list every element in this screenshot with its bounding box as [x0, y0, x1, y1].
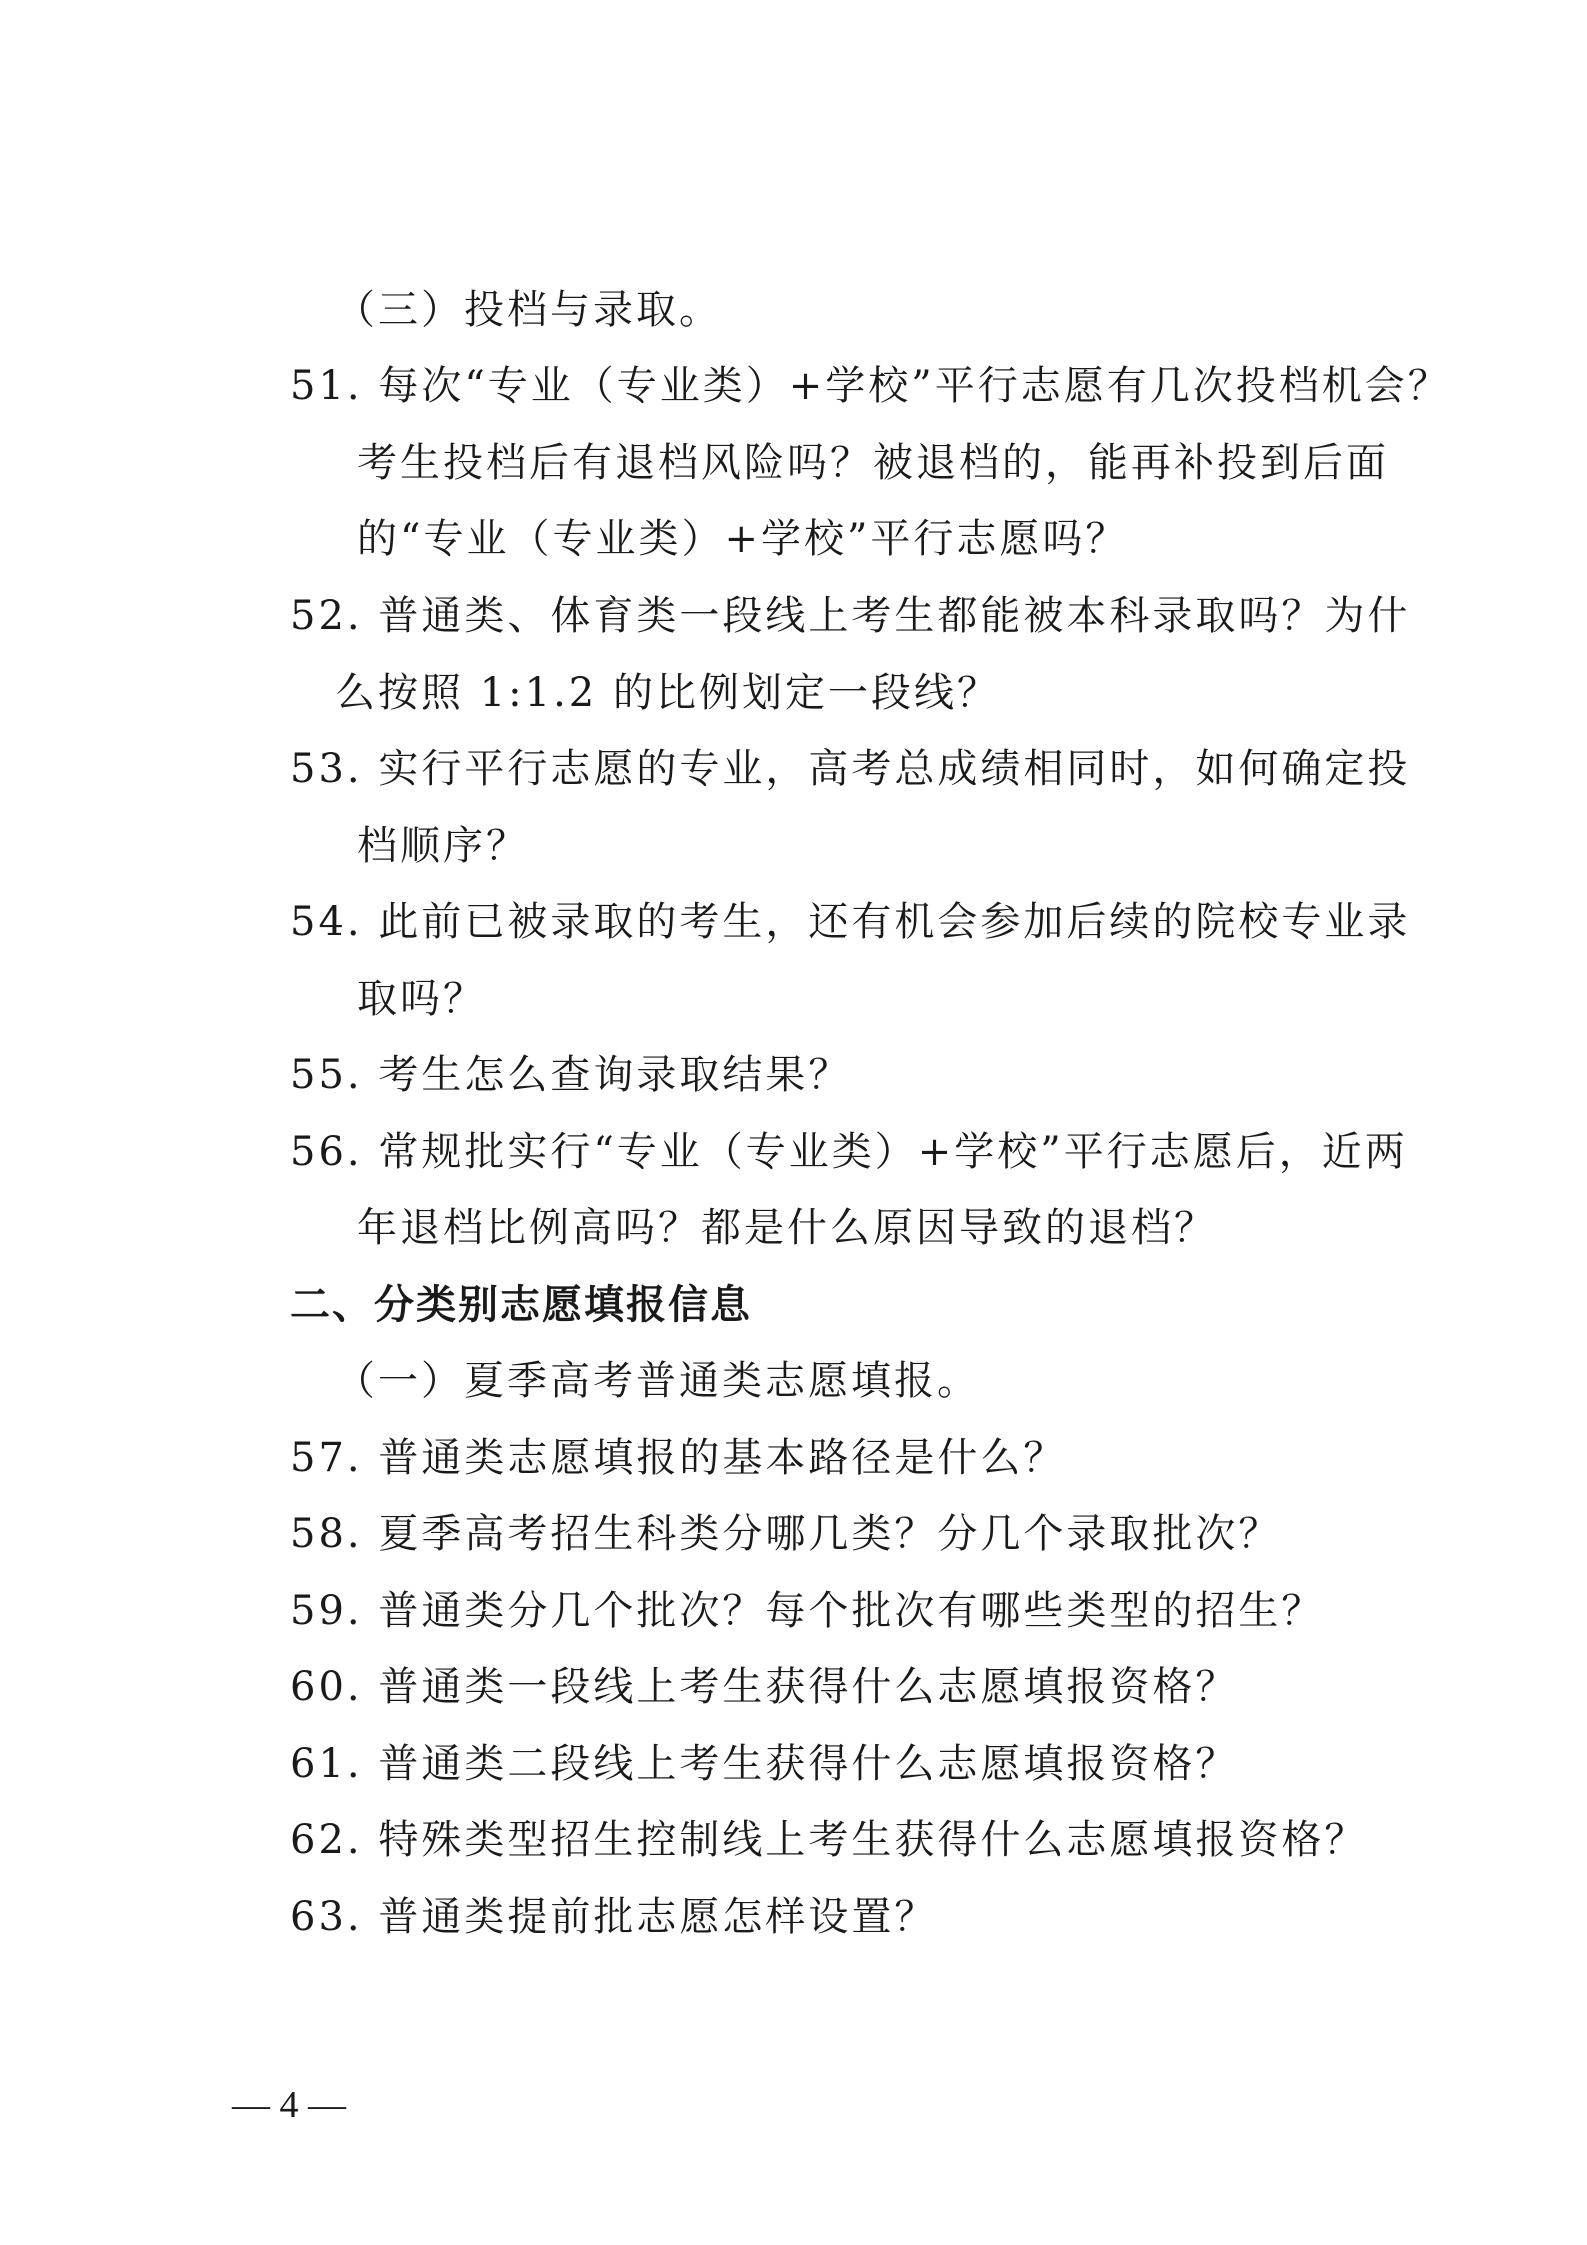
question-60: 60. 普通类一段线上考生获得什么志愿填报资格？ [290, 1664, 1239, 1710]
question-58: 58. 夏季高考招生科类分哪几类？分几个录取批次？ [290, 1511, 1282, 1557]
part-2-heading: 二、分类别志愿填报信息 [290, 1282, 752, 1328]
question-54-line-2: 取吗？ [357, 976, 486, 1022]
question-55-line-1: 55. 考生怎么查询录取结果？ [290, 1052, 852, 1098]
question-51-line-2: 考生投档后有退档风险吗？被退档的，能再补投到后面 [357, 440, 1389, 486]
question-63: 63. 普通类提前批志愿怎样设置？ [290, 1894, 938, 1940]
question-61: 61. 普通类二段线上考生获得什么志愿填报资格？ [290, 1741, 1239, 1787]
question-51-line-3: 的“专业（专业类）+学校”平行志愿吗？ [357, 516, 1129, 562]
question-59: 59. 普通类分几个批次？每个批次有哪些类型的招生？ [290, 1588, 1325, 1634]
subsection-title-3: （三）投档与录取。 [335, 287, 722, 333]
question-53-line-1: 53. 实行平行志愿的专业，高考总成绩相同时，如何确定投 [290, 746, 1411, 792]
question-56-line-2: 年退档比例高吗？都是什么原因导致的退档？ [357, 1205, 1217, 1251]
question-57: 57. 普通类志愿填报的基本路径是什么？ [290, 1435, 1067, 1481]
question-51-line-1: 51. 每次“专业（专业类）+学校”平行志愿有几次投档机会？ [290, 363, 1451, 409]
question-53-line-2: 档顺序？ [357, 823, 529, 869]
question-54-line-1: 54. 此前已被录取的考生，还有机会参加后续的院校专业录 [290, 899, 1411, 945]
question-62: 62. 特殊类型招生控制线上考生获得什么志愿填报资格？ [290, 1817, 1368, 1863]
page-number: — 4 — [232, 2084, 346, 2126]
question-52-line-1: 52. 普通类、体育类一段线上考生都能被本科录取吗？为什 [290, 593, 1411, 639]
question-56-line-1: 56. 常规批实行“专业（专业类）+学校”平行志愿后，近两 [290, 1129, 1408, 1175]
subsection-title-1: （一）夏季高考普通类志愿填报。 [335, 1358, 980, 1404]
question-52-line-2: 么按照 1:1.2 的比例划定一段线？ [335, 670, 1000, 716]
